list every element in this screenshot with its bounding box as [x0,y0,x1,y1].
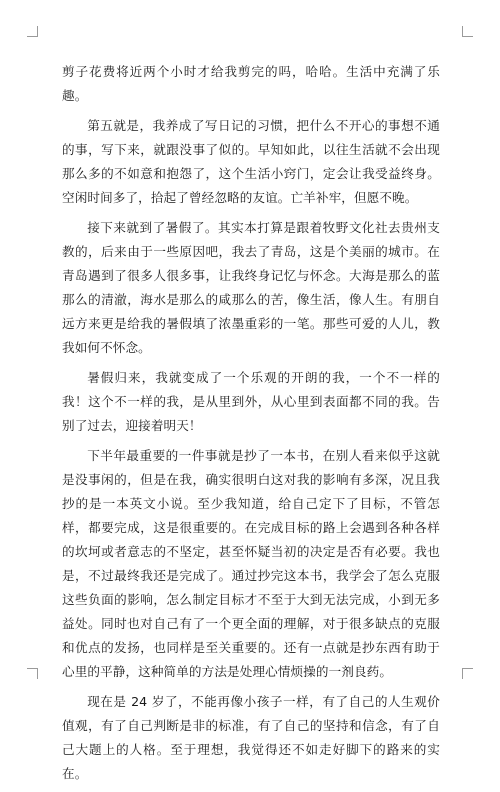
crop-mark-top-left [27,26,38,37]
paragraph-5: 下半年最重要的一件事就是抄了一本书，在别人看来似乎这就是没事闲的，但是在我，确实很明白这对我的影响有多深，况且我抄的是一本英文小说。至少我知道，给自己定下了目标，不管怎样，都要完成，这是很重要的。在完成目标的路上会遇到各种各样的坎坷或者意志的不坚定，甚至怀疑当初的决定是否有必要。我也是，不过最终我还是完成了。通过抄完这本书，我学会了怎么克服这些负面的影响，怎么制定目标才不至于大到无法完成，小到无多益处。同时也对自己有了一个更全面的理解，对于很多缺点的克服和优点的发扬，也同样是至关重要的。还有一点就是抄东西有助于心里的平静，这种简单的方法是处理心情烦操的一剂良药。 [62,448,440,679]
crop-mark-top-right [462,26,473,37]
paragraph-3: 接下来就到了暑假了。其实本打算是跟着牧野文化社去贵州支教的，后来由于一些原因吧，我去了青岛，这是个美丽的城市。在青岛遇到了很多人很多事，让我终身记忆与怀念。大海是那么的蓝那么的清澈，海水是那么的咸那么的苦，像生活，像人生。有朋自远方来更是给我的暑假填了浓墨重彩的一笔。那些可爱的人儿，教我如何不怀念。 [62,220,440,355]
paragraph-2: 第五就是，我养成了写日记的习惯，把什么不开心的事想不通的事，写下来，就跟没事了似的。早知如此，以往生活就不会出现那么多的不如意和抱怨了，这个生活小窍门，定会让我受益终身。空闲时间多了，拾起了曾经忽略的友谊。亡羊补牢，但愿不晚。 [62,118,440,205]
document-body [62,60,440,792]
paragraph-4: 暑假归来，我就变成了一个乐观的开朗的我，一个不一样的我！这个不一样的我，是从里到外，从心里到表面都不同的我。告别了过去，迎接着明天！ [62,370,440,433]
paragraph-6: 现在是 24 岁了，不能再像小孩子一样，有了自己的人生观价值观，有了自己判断是非的标准，有了自己的坚持和信念，有了自己大题上的人格。至于理想，我觉得还不如走好脚下的路来的实在。 [62,694,440,781]
crop-mark-bottom-right [462,668,473,679]
paragraph-1: 剪子花费将近两个小时才给我剪完的吗，哈哈。生活中充满了乐趣。 [62,64,440,103]
crop-mark-bottom-left [27,668,38,679]
